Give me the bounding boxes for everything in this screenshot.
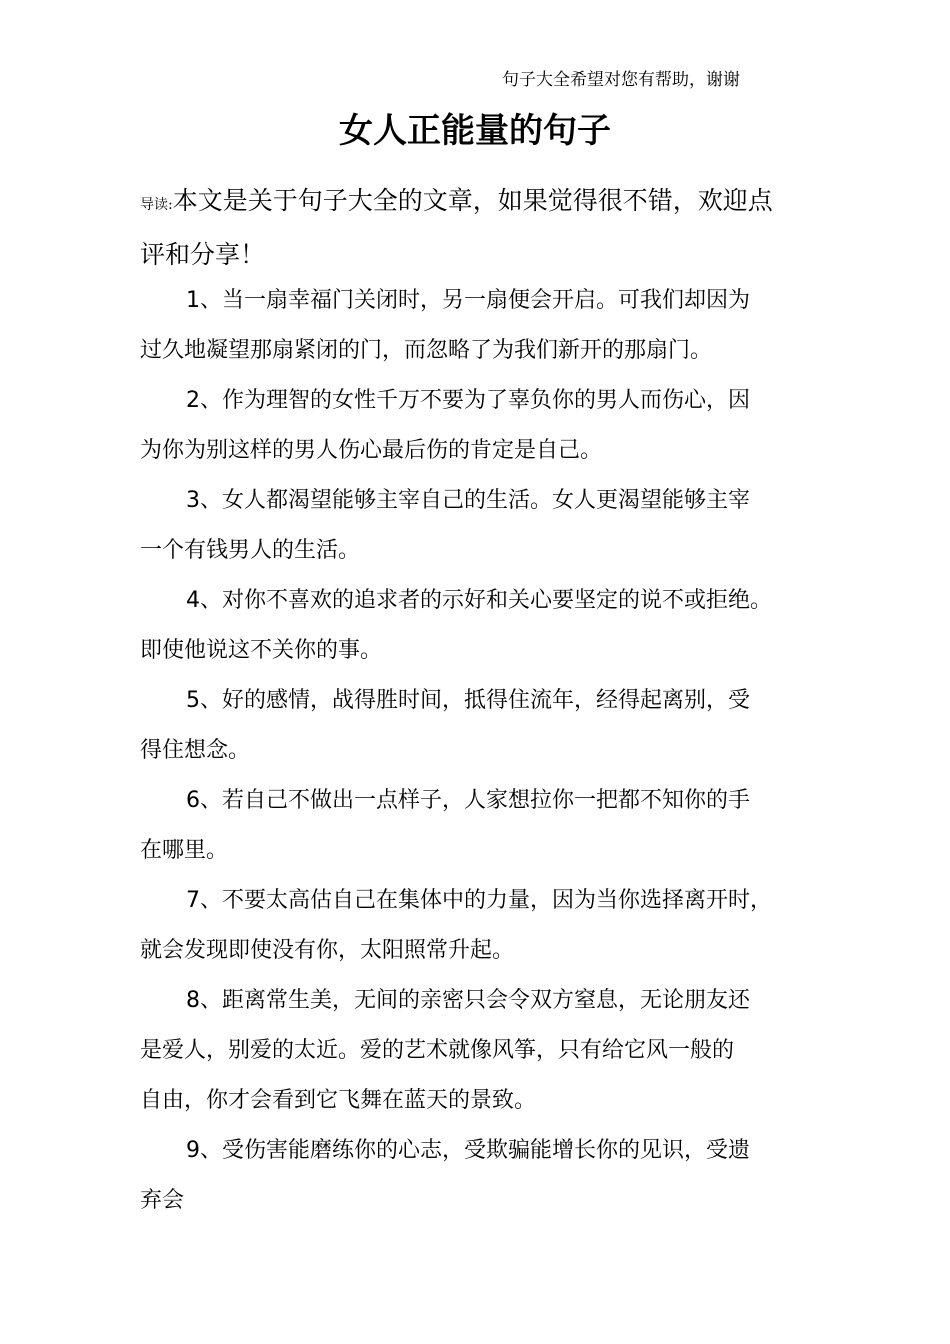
header-note: 句子大全希望对您有帮助，谢谢 bbox=[502, 70, 740, 90]
intro-text: 本文是关于句子大全的文章，如果觉得很不错，欢迎点 评和分享！ bbox=[140, 186, 773, 269]
intro-lead: 导读: bbox=[140, 197, 173, 213]
paragraph-3: 3、女人都渴望能够主宰自己的生活。女人更渴望能够主宰 一个有钱男人的生活。 bbox=[140, 488, 750, 563]
paragraph-8: 8、距离常生美，无间的亲密只会令双方窒息，无论朋友还 是爱人，别爱的太近。爱的艺术就像风筝，只有给它风一般的 自由，你才会看到它飞舞在蓝天的景致。 bbox=[140, 988, 750, 1113]
paragraph-1: 1、当一扇幸福门关闭时，另一扇便会开启。可我们却因为 过久地凝望那扇紧闭的门，而忽略了为我们新开的那扇门。 bbox=[140, 288, 750, 363]
paragraph-list bbox=[140, 276, 820, 1226]
paragraph-7: 7、不要太高估自己在集体中的力量，因为当你选择离开时， 就会发现即使没有你，太阳照常升起。 bbox=[140, 888, 772, 963]
paragraph-6: 6、若自己不做出一点样子，人家想拉你一把都不知你的手 在哪里。 bbox=[140, 788, 750, 863]
paragraph-4: 4、对你不喜欢的追求者的示好和关心要坚定的说不或拒绝。 即使他说这不关你的事。 bbox=[140, 588, 772, 663]
paragraph-5: 5、好的感情，战得胜时间，抵得住流年，经得起离别，受 得住想念。 bbox=[140, 688, 750, 763]
intro-block bbox=[140, 176, 820, 280]
document-title: 女人正能量的句子 bbox=[339, 111, 611, 151]
paragraph-2: 2、作为理智的女性千万不要为了辜负你的男人而伤心，因 为你为别这样的男人伤心最后伤的肯定是自己。 bbox=[140, 388, 750, 463]
paragraph-9: 9、受伤害能磨练你的心志，受欺骗能增长你的见识，受遗 弃会 bbox=[140, 1138, 750, 1213]
